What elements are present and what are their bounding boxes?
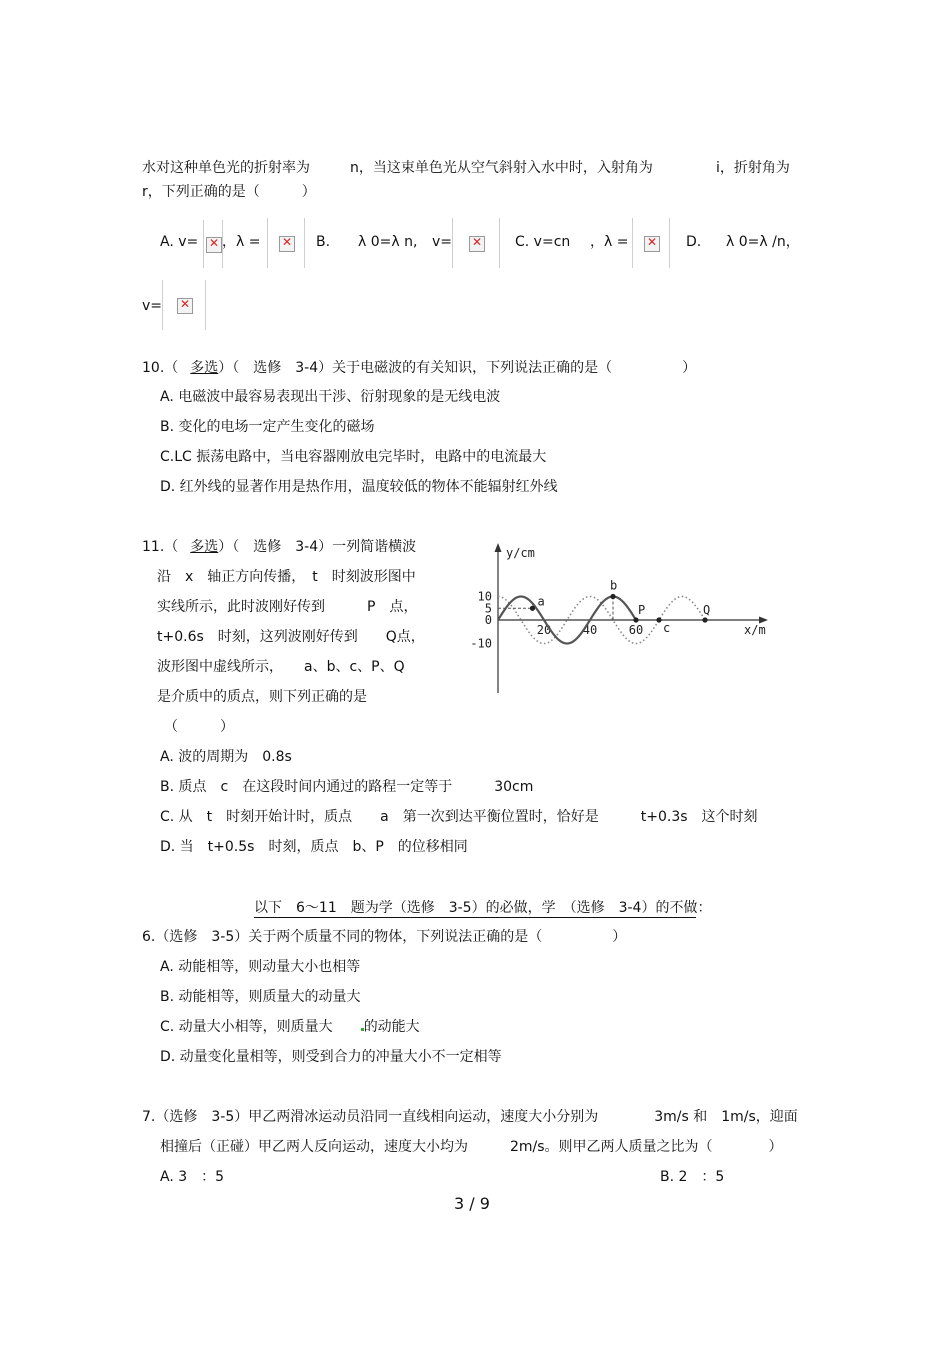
q9-option-d: D. [686, 234, 702, 250]
q11-option-b: B. 质点 c 在这段时间内通过的路程一定等于 30cm [160, 779, 534, 795]
q11-multi-tag: 多选 [190, 539, 219, 555]
page-number: 3 / 9 [454, 1194, 490, 1213]
q10-stem-rest: ）（ 选修 3-4）关于电磁波的有关知识，下列说法正确的是（ ） [218, 360, 697, 376]
q6-option-b: B. 动能相等，则质量大的动量大 [160, 989, 361, 1005]
q6-stem: 6.（选修 3-5）关于两个质量不同的物体，下列说法正确的是（ ） [142, 929, 627, 945]
wave-chart [440, 530, 790, 700]
section-notice: 以下 6～11 题为学（选修 3-5）的必做，学 （选修 3-4）的不做： [254, 900, 712, 916]
q11-line2: 沿 x 轴正方向传播， t 时刻波形图中 [157, 569, 416, 585]
chart-axes [495, 543, 769, 693]
broken-image-icon [469, 236, 485, 252]
broken-image-icon [644, 236, 660, 252]
q10-number: 10.（ [142, 360, 179, 376]
point-b [610, 594, 615, 599]
broken-image-icon [206, 237, 222, 253]
formula-image-placeholder [452, 218, 500, 268]
q9-option-c-lambda: ，λ = [590, 234, 629, 250]
q11-option-c: C. 从 t 时刻开始计时，质点 a 第一次到达平衡位置时，恰好是 t+0.3s 这个时刻 [160, 809, 758, 825]
y-tick-label: 5 [484, 601, 492, 616]
q10-option-c: C.LC 振荡电路中，当电容器刚放电完毕时，电路中的电流最大 [160, 449, 547, 465]
x-tick-label: 40 [582, 623, 598, 637]
chart-points [530, 579, 710, 636]
q9-option-c: C. v=cn [515, 234, 571, 250]
q11-line4: t+0.6s 时刻，这列波刚好传到 Q点， [157, 629, 425, 645]
y-axis-label: y/cm [506, 546, 535, 560]
y-tick-label: 10 [477, 589, 492, 604]
q10-option-b: B. 变化的电场一定产生变化的磁场 [160, 419, 375, 435]
q6-option-c [160, 1018, 420, 1036]
q7-option-b: B. 2 ：5 [660, 1169, 725, 1185]
q9-option-a: A. v= [160, 234, 199, 250]
point-label-c: c [663, 621, 671, 635]
q11-line1 [142, 538, 416, 556]
q9-line1-b: n，当这束单色光从空气斜射入水中时，入射角为 [350, 160, 653, 176]
q11-line6: 是介质中的质点，则下列正确的是 [157, 689, 367, 705]
q11-number: 11.（ [142, 539, 179, 555]
q10-option-a: A. 电磁波中最容易表现出干涉、衍射现象的是无线电波 [160, 389, 501, 405]
formula-image-placeholder [632, 218, 670, 268]
x-tick-label: 20 [536, 623, 552, 637]
notice-underline [254, 917, 696, 918]
q10-option-d: D. 红外线的显著作用是热作用，温度较低的物体不能辐射红外线 [160, 479, 558, 495]
q9-line2: r，下列正确的是（ ） [142, 184, 316, 200]
q11-option-a: A. 波的周期为 0.8s [160, 749, 292, 765]
q11-option-d: D. 当 t+0.5s 时刻，质点 b、P 的位移相同 [160, 839, 468, 855]
formula-image-placeholder [203, 220, 223, 268]
q9-option-d-formula: λ 0=λ /n， [726, 234, 800, 250]
q7-line2: 相撞后（正碰）甲乙两人反向运动，速度大小均为 2m/s。则甲乙两人质量之比为（ ） [160, 1139, 783, 1155]
point-label-a: a [537, 594, 545, 609]
x-tick-label: 60 [628, 623, 644, 637]
x-axis-label: x/m [744, 623, 766, 637]
q6-option-a: A. 动能相等，则动量大小也相等 [160, 959, 361, 975]
q6-option-c-b: 的动能大 [363, 1019, 420, 1035]
formula-image-placeholder [267, 218, 305, 268]
q10-stem [142, 359, 696, 377]
point-P [633, 617, 638, 622]
point-c [656, 617, 661, 622]
point-label-P: P [638, 603, 646, 617]
q9-lambda-eq: ，λ = [222, 234, 261, 250]
q11-line5: 波形图中虚线所示， a、b、c、P、Q [157, 659, 405, 675]
q9-option-b: B. [316, 234, 331, 250]
q7-line1: 7.（选修 3-5）甲乙两滑冰运动员沿同一直线相向运动，速度大小分别为 3m/s 和 1m/s，迎面 [142, 1109, 798, 1125]
broken-image-icon [279, 236, 295, 252]
y-axis-arrow [495, 543, 502, 552]
y-tick-label: -10 [470, 636, 492, 651]
q7-option-a: A. 3 ：5 [160, 1169, 225, 1185]
q11-line1-rest: ）（ 选修 3-4）一列简谐横波 [218, 539, 417, 555]
formula-image-placeholder [162, 280, 206, 330]
q9-option-b-formula: λ 0=λ n, [358, 234, 418, 250]
y-tick-label: 0 [484, 613, 492, 627]
broken-image-icon [177, 298, 193, 314]
q10-multi-tag: 多选 [190, 360, 219, 376]
q11-line7: （ ） [164, 719, 234, 735]
q9-last-v: v= [142, 298, 163, 314]
point-label-b: b [610, 578, 618, 593]
q9-line1-a: 水对这种单色光的折射率为 [142, 160, 310, 176]
q6-option-c-a: C. 动量大小相等，则质量大 [160, 1019, 361, 1035]
point-label-Q: Q [703, 603, 711, 617]
point-a [530, 606, 535, 611]
q9-line1-c: i，折射角为 [716, 160, 790, 176]
q6-option-d: D. 动量变化量相等，则受到合力的冲量大小不一定相等 [160, 1049, 502, 1065]
q11-line3: 实线所示，此时波刚好传到 P 点， [157, 599, 418, 615]
q9-v-eq: v= [432, 234, 453, 250]
point-Q [702, 617, 707, 622]
